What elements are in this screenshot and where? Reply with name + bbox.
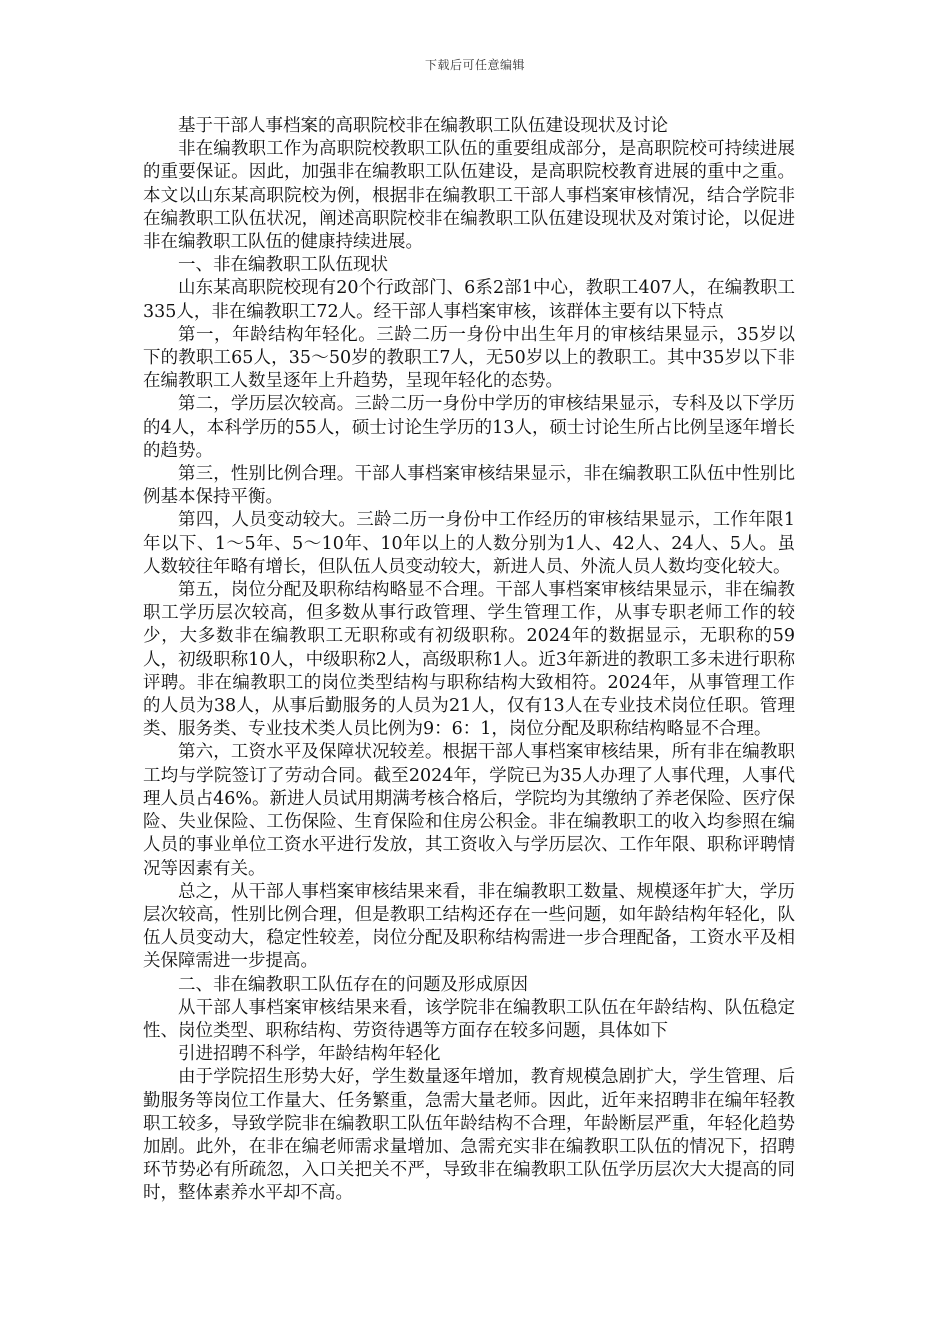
paragraph: 第一，年龄结构年轻化。三龄二历一身份中出生年月的审核结果显示，35岁以下的教职工65人，35～50岁的教职工7人，无50岁以上的教职工。其中35岁以下非在编教职工人数呈逐年上升趋势，呈现年轻化的态势。 xyxy=(143,324,795,392)
paragraph: 由于学院招生形势大好，学生数量逐年增加，教育规模急剧扩大，学生管理、后勤服务等岗位工作量大、任务繁重，急需大量老师。因此，近年来招聘非在编年轻教职工较多，导致学院非在编教职工队伍年龄结构不合理，年龄断层严重，年轻化趋势加剧。此外，在非在编老师需求量增加、急需充实非在编教职工队伍的情况下，招聘环节势必有所疏忽，入口关把关不严，导致非在编教职工队伍学历层次大大提高的同时，整体素养水平却不高。 xyxy=(143,1067,795,1204)
document-body xyxy=(143,115,795,1206)
paragraph: 非在编教职工作为高职院校教职工队伍的重要组成部分，是高职院校可持续进展的重要保证。因此，加强非在编教职工队伍建设，是高职院校教育进展的重中之重。本文以山东某高职院校为例，根据非在编教职工干部人事档案审核情况，结合学院非在编教职工队伍状况，阐述高职院校非在编教职工队伍建设现状及对策讨论，以促进非在编教职工队伍的健康持续进展。 xyxy=(143,139,795,253)
paragraph: 第六，工资水平及保障状况较差。根据干部人事档案审核结果，所有非在编教职工均与学院签订了劳动合同。截至2024年，学院已为35人办理了人事代理，人事代理人员占46%。新进人员试用期满考核合格后，学院均为其缴纳了养老保险、医疗保险、失业保险、工伤保险、生育保险和住房公积金。非在编教职工的收入均参照在编人员的事业单位工资水平进行发放，其工资收入与学历层次、工作年限、职称评聘情况等因素有关。 xyxy=(143,742,795,879)
paragraph: 总之，从干部人事档案审核结果来看，非在编教职工数量、规模逐年扩大，学历层次较高，性别比例合理，但是教职工结构还存在一些问题，如年龄结构年轻化，队伍人员变动大，稳定性较差，岗位分配及职称结构需进一步合理配备，工资水平及相关保障需进一步提高。 xyxy=(143,881,795,972)
section-heading: 一、非在编教职工队伍现状 xyxy=(178,255,388,276)
paragraph: 第三，性别比例合理。干部人事档案审核结果显示，非在编教职工队伍中性别比例基本保持平衡。 xyxy=(143,464,795,508)
subsection-heading: 引进招聘不科学，年龄结构年轻化 xyxy=(178,1044,441,1065)
section-heading: 二、非在编教职工队伍存在的问题及形成原因 xyxy=(178,974,528,995)
paragraph: 山东某高职院校现有20个行政部门、6系2部1中心，教职工407人，在编教职工335人，非在编教职工72人。经干部人事档案审核，该群体主要有以下特点 xyxy=(143,278,795,322)
paragraph: 第四，人员变动较大。三龄二历一身份中工作经历的审核结果显示，工作年限1年以下、1～5年、5～10年、10年以上的人数分别为1人、42人、24人、5人。虽人数较往年略有增长，但队伍人员变动较大，新进人员、外流人员人数均变化较大。 xyxy=(143,510,795,577)
document-title: 基于干部人事档案的高职院校非在编教职工队伍建设现状及讨论 xyxy=(178,116,668,136)
paragraph: 第二，学历层次较高。三龄二历一身份中学历的审核结果显示，专科及以下学历的4人，本科学历的55人，硕士讨论生学历的13人，硕士讨论生所占比例呈逐年增长的趋势。 xyxy=(143,394,795,461)
header-note: 下载后可任意编辑 xyxy=(424,58,525,72)
paragraph: 从干部人事档案审核结果来看，该学院非在编教职工队伍在年龄结构、队伍稳定性、岗位类型、职称结构、劳资待遇等方面存在较多问题，具体如下 xyxy=(143,997,795,1041)
paragraph: 第五，岗位分配及职称结构略显不合理。干部人事档案审核结果显示，非在编教职工学历层次较高，但多数从事行政管理、学生管理工作，从事专职老师工作的较少，大多数非在编教职工无职称或有初级职称。2024年的数据显示，无职称的59人，初级职称10人，中级职称2人，高级职称1人。近3年新进的教职工多未进行职称评聘。非在编教职工的岗位类型结构与职称结构大致相符。2024年，从事管理工作的人员为38人，从事后勤服务的人员为21人，仅有13人在专业技术岗位任职。管理类、服务类、专业技术类人员比例为9：6：1，岗位分配及职称结构略显不合理。 xyxy=(143,580,795,740)
